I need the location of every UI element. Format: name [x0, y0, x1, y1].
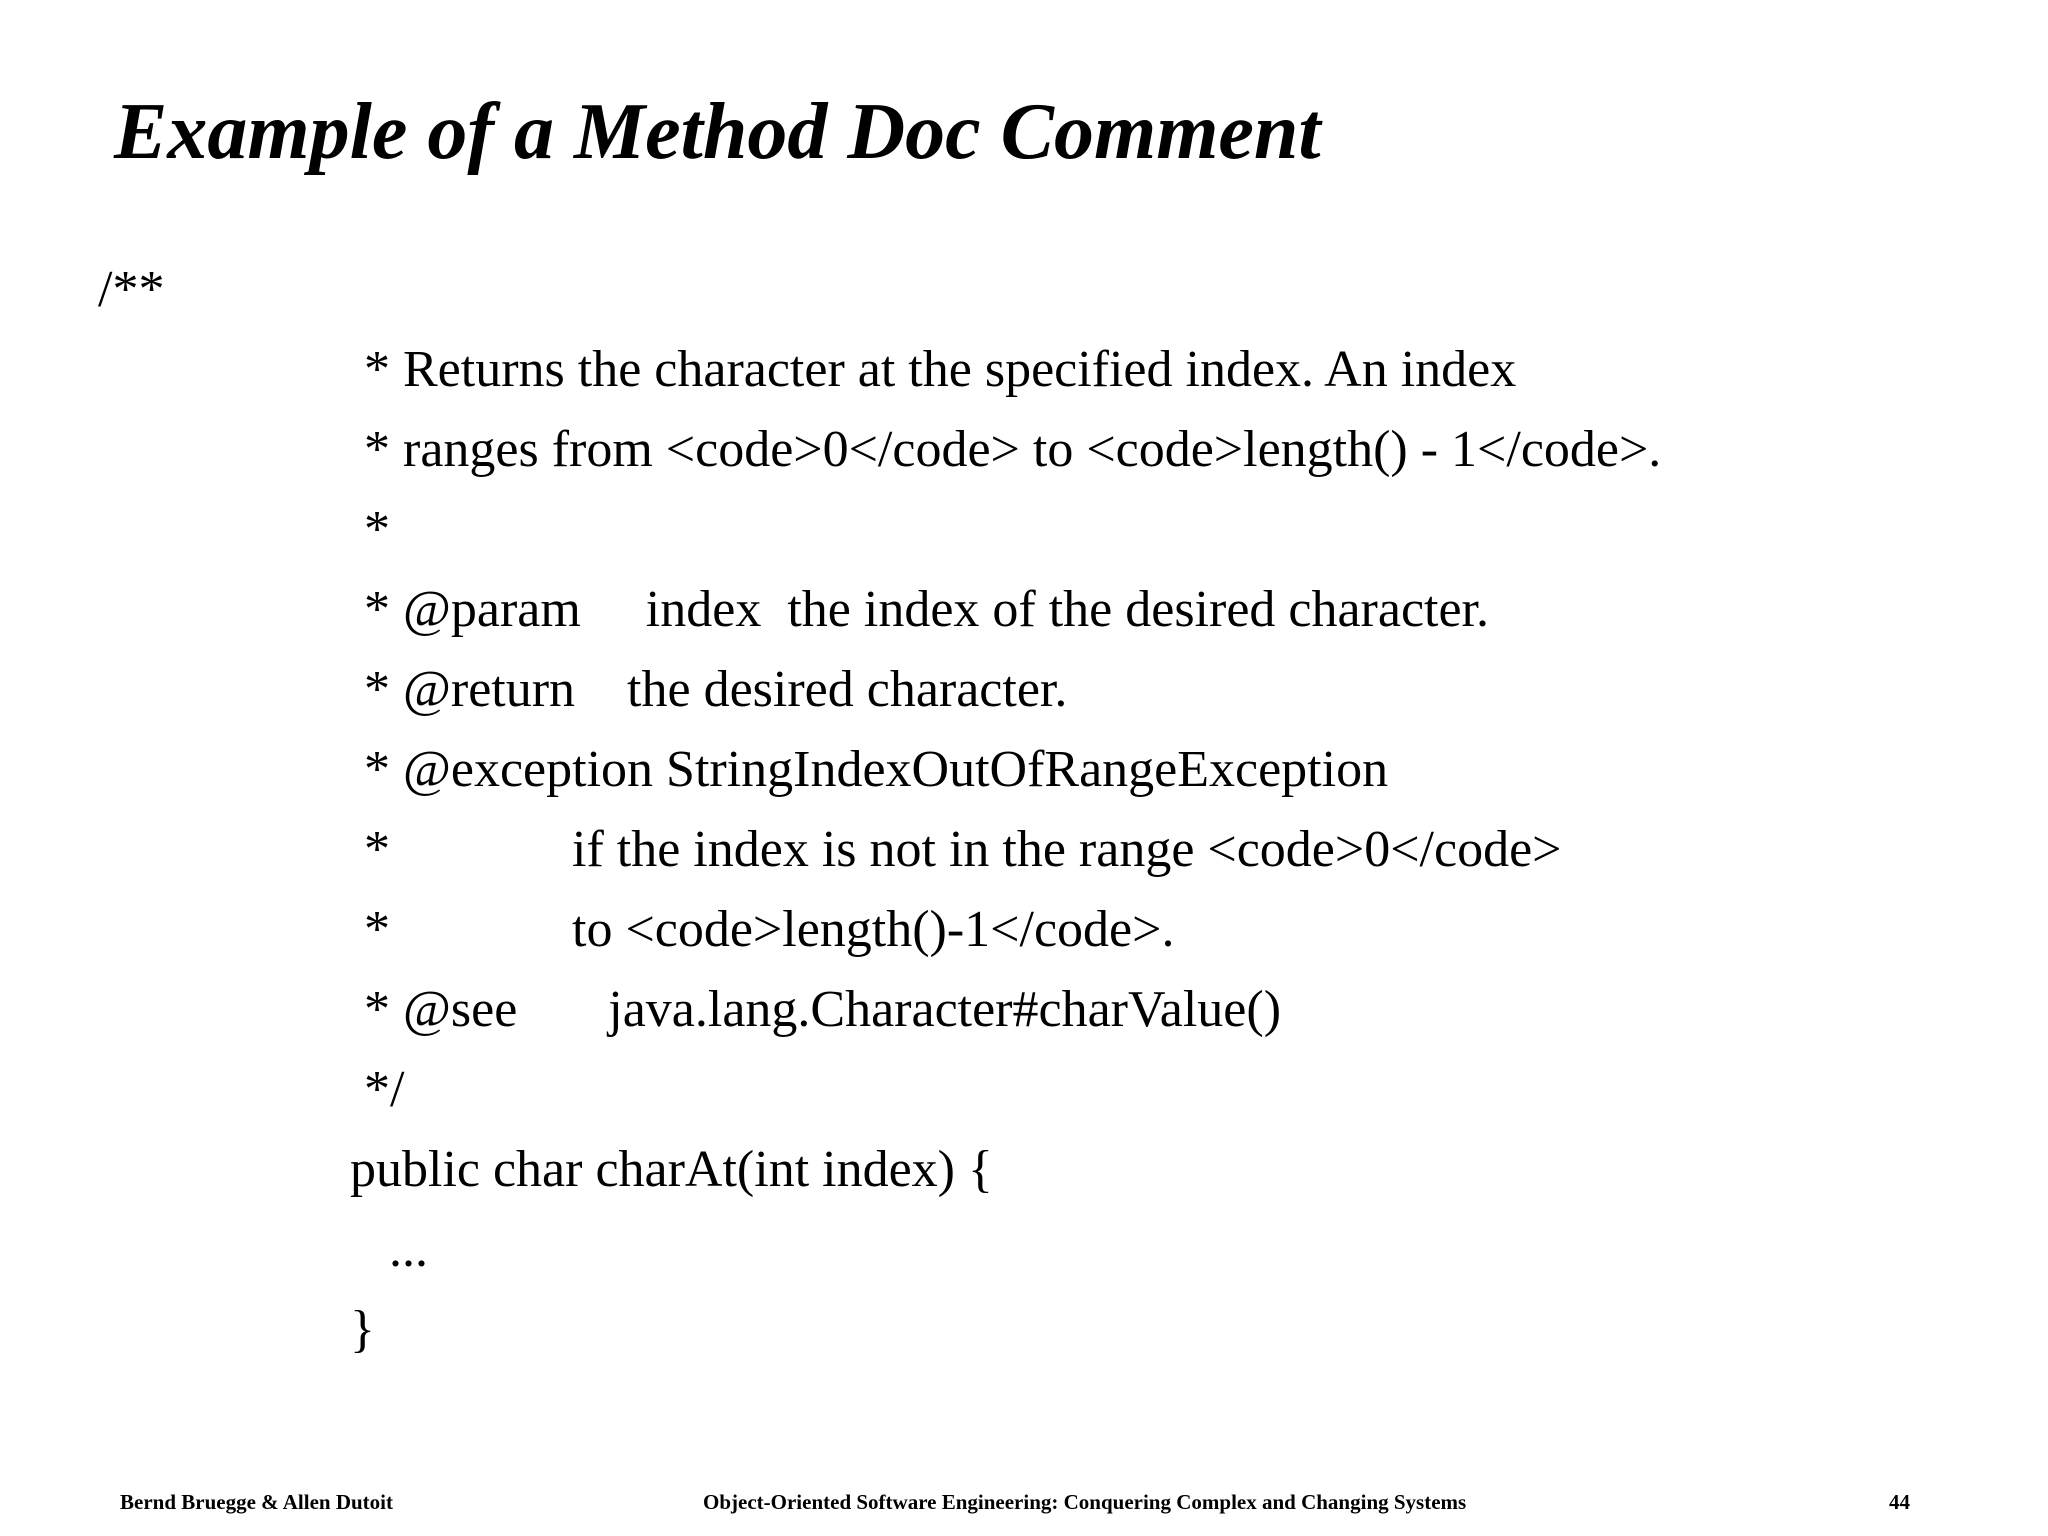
code-line: * to <code>length()-1</code>.: [364, 901, 1175, 958]
code-line: * @param index the index of the desired character.: [364, 581, 1490, 638]
code-line: */: [364, 1061, 405, 1118]
code-line: * if the index is not in the range <code>0</code>: [364, 821, 1562, 878]
footer-page-number: 44: [1889, 1490, 1910, 1514]
doc-comment-open: /**: [98, 261, 165, 318]
code-line: * @return the desired character.: [364, 661, 1068, 718]
footer-book-title: Object-Oriented Software Engineering: Conquering Complex and Changing Systems: [703, 1490, 1467, 1514]
footer-authors: Bernd Bruegge & Allen Dutoit: [120, 1490, 393, 1514]
code-line: * @see java.lang.Character#charValue(): [364, 981, 1282, 1038]
code-line: *: [364, 501, 390, 558]
code-line: public char charAt(int index) {: [350, 1141, 993, 1198]
code-line: * @exception StringIndexOutOfRangeException: [364, 741, 1389, 798]
code-line: }: [350, 1301, 375, 1358]
slide-title: Example of a Method Doc Comment: [114, 88, 1321, 176]
code-line: * ranges from <code>0</code> to <code>length() - 1</code>.: [364, 421, 1662, 478]
code-line: ...: [350, 1221, 428, 1278]
code-line: * Returns the character at the specified index. An index: [364, 341, 1517, 398]
